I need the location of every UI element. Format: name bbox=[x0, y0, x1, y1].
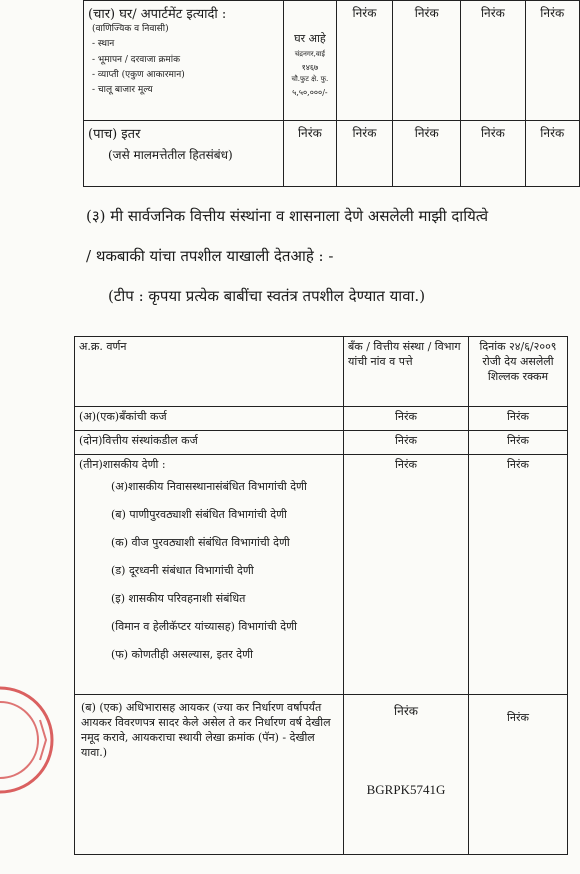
liabilities-paragraph-line1: (३) मी सार्वजनिक वित्तीय संस्थांना व शासनाला देणे असलेली माझी दायित्वे bbox=[86, 207, 489, 225]
income-tax-details bbox=[344, 695, 469, 855]
income-tax-cell: (ब) (एक) अधिभारासह आयकर (ज्या कर निर्धारण वर्षापर्यंत आयकर विवरणपत्र सादर केले असेल ते कर निर्धारण वर्ष देखील नमूद करावे, आयकराचा स्थायी लेखा क्रमांक (पॅन) - देखील यावा.) bbox=[75, 695, 344, 855]
header-balance: दिनांक २४/६/२००९ रोजी देय असलेली शिल्लक रक्कम bbox=[469, 337, 568, 407]
sub-item: (विमान व हेलीकॅप्टर यांच्यासह) विभागांची देणी bbox=[111, 619, 297, 633]
row4-heading: (चार) घर/ अपार्टमेंट इत्यादी : bbox=[88, 7, 227, 22]
assets-table bbox=[83, 0, 580, 187]
nil-cell: निरंक bbox=[393, 121, 461, 187]
sub-item: (ब) पाणीपुरवठ्याशी संबंधित विभागांची देणी bbox=[111, 507, 287, 521]
row-label: (अ)(एक)बँकांची कर्ज bbox=[75, 407, 344, 431]
government-dues-cell bbox=[75, 455, 344, 695]
nil-cell: निरंक bbox=[469, 695, 568, 855]
nil-cell: निरंक bbox=[344, 455, 469, 695]
nil-cell: निरंक bbox=[469, 431, 568, 455]
header-institution: बँक / वित्तीय संस्था / विभाग यांची नांव व पत्ते bbox=[344, 337, 469, 407]
row4-item: - भूमापन / दरवाजा क्रमांक bbox=[92, 54, 181, 65]
header-description: अ.क्र. वर्णन bbox=[75, 337, 344, 407]
nil-cell: निरंक bbox=[525, 1, 580, 121]
nil-cell: निरंक bbox=[525, 121, 580, 187]
sub-item: (फ) कोणतीही असल्यास, इतर देणी bbox=[111, 647, 253, 661]
sub-item: (अ)शासकीय निवासस्थानासंबंधित विभागांची देणी bbox=[111, 479, 307, 493]
row4-item: - चालू बाजार मूल्य bbox=[92, 85, 153, 96]
nil-cell: निरंक bbox=[469, 455, 568, 695]
nil-cell: निरंक bbox=[284, 121, 337, 187]
row5-sub: (जसे मालमत्तेतील हितसंबंध) bbox=[108, 148, 233, 162]
row-label: (तीन)शासकीय देणी : bbox=[79, 458, 166, 471]
pan-number: BGRPK5741G bbox=[366, 782, 446, 798]
row4-note: (वाणिज्यिक व निवासी) bbox=[92, 24, 169, 34]
row4-item: - स्थान bbox=[92, 39, 115, 50]
row4-details: घर आहे चंद्रनगर,वाई १४६७ चौ.फुट क्षे. फु. ५,५०,०००/- bbox=[284, 1, 337, 121]
nil-cell: निरंक bbox=[336, 121, 392, 187]
nil-cell: निरंक bbox=[461, 1, 525, 121]
row5-heading: (पाच) इतर bbox=[88, 127, 141, 142]
liabilities-table bbox=[74, 336, 568, 855]
nil-cell: निरंक bbox=[344, 407, 469, 431]
row4-item: - व्याप्ती (एकुण आकारमान) bbox=[92, 69, 185, 80]
nil-cell: निरंक bbox=[344, 431, 469, 455]
row5-description bbox=[84, 121, 284, 187]
sub-item: (ड) दूरध्वनी संबंधात विभागांची देणी bbox=[111, 563, 254, 577]
note-text: (टीप : कृपया प्रत्येक बाबींचा स्वतंत्र तपशील देण्यात यावा.) bbox=[108, 287, 426, 305]
nil-cell: निरंक bbox=[394, 704, 418, 718]
official-seal-stamp bbox=[0, 680, 80, 800]
sub-item: (क) वीज पुरवठ्याशी संबंधित विभागांची देणी bbox=[111, 535, 290, 549]
row-label: (दोन)वित्तीय संस्थांकडील कर्ज bbox=[75, 431, 344, 455]
nil-cell: निरंक bbox=[469, 407, 568, 431]
liabilities-paragraph-line2: / थकबाकी यांचा तपशील याखाली देतआहे : - bbox=[86, 247, 334, 265]
nil-cell: निरंक bbox=[461, 121, 525, 187]
nil-cell: निरंक bbox=[393, 1, 461, 121]
nil-cell: निरंक bbox=[336, 1, 392, 121]
sub-item: (इ) शासकीय परिवहनाशी संबंधित bbox=[111, 591, 246, 605]
row4-description bbox=[84, 1, 284, 121]
